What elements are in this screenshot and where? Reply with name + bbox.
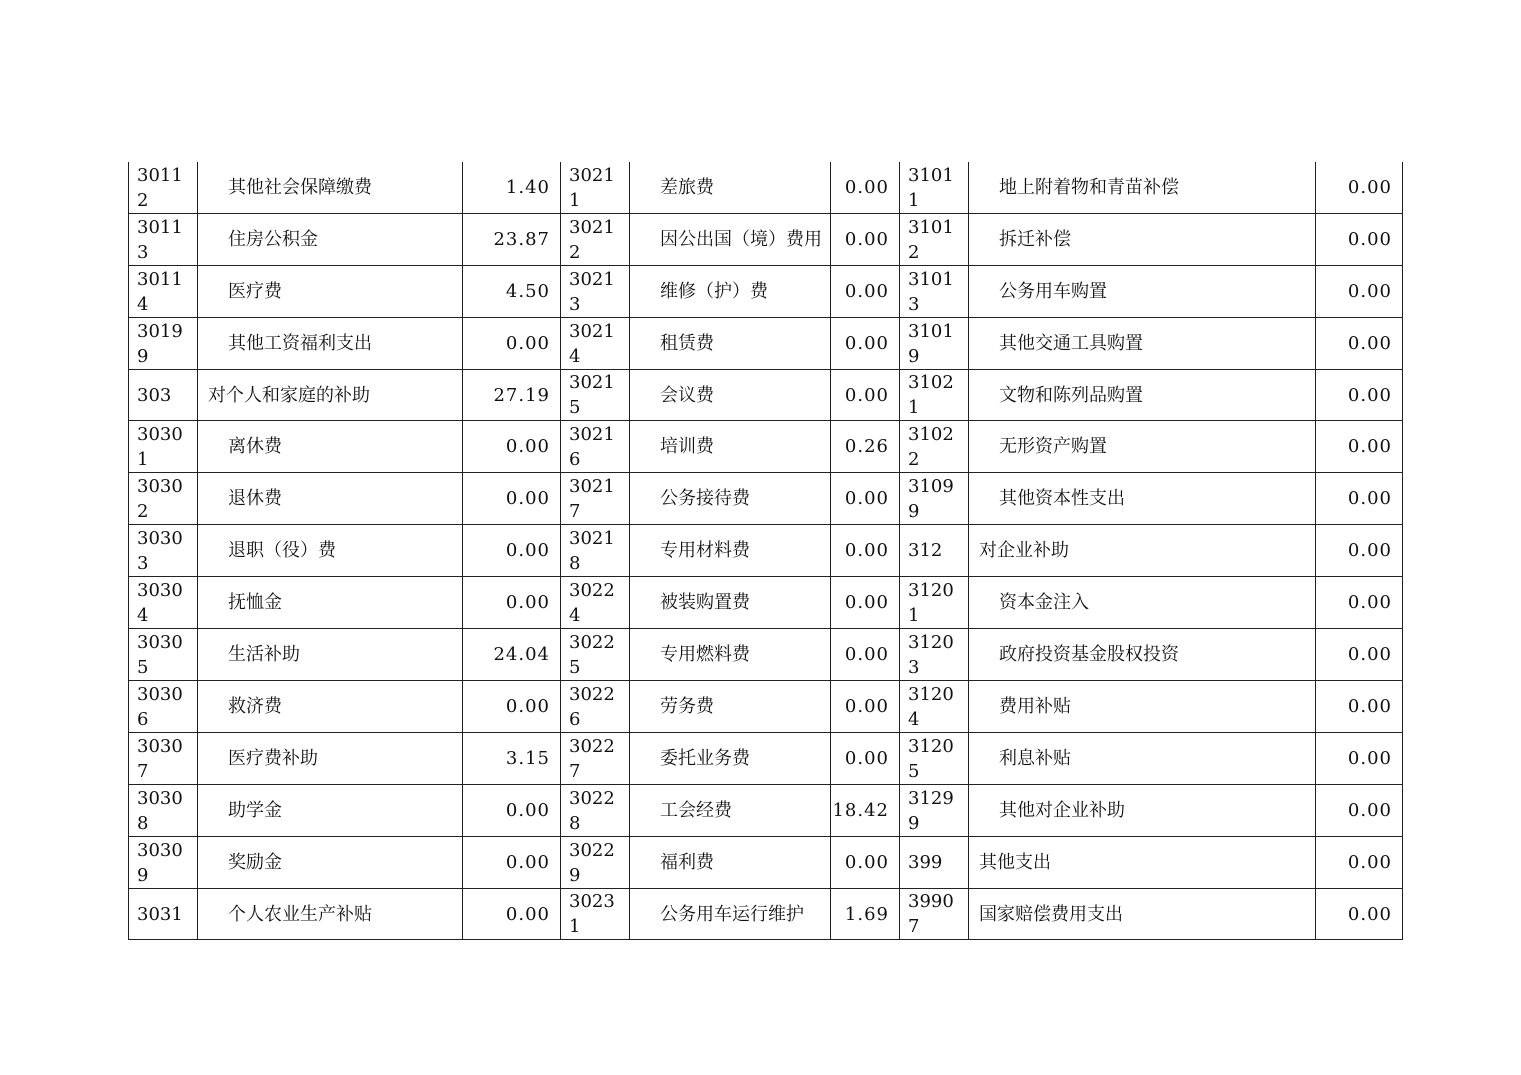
table-row — [129, 421, 1403, 473]
amount-cell: 0.00 — [1316, 214, 1403, 266]
item-name-cell: 个人农业生产补贴 — [198, 889, 463, 940]
item-name-cell: 医疗费补助 — [198, 733, 463, 785]
code-cell: 312 — [900, 525, 969, 577]
table-row — [129, 889, 1403, 940]
code-cell: 30306 — [129, 681, 198, 733]
code-cell: 30303 — [129, 525, 198, 577]
amount-cell: 0.00 — [1316, 785, 1403, 837]
table-row — [129, 525, 1403, 577]
amount-cell: 0.00 — [831, 525, 900, 577]
item-name-cell: 因公出国（境）费用 — [630, 214, 831, 266]
code-cell: 30302 — [129, 473, 198, 525]
item-name-cell: 其他工资福利支出 — [198, 318, 463, 370]
code-cell: 31099 — [900, 473, 969, 525]
item-name-cell: 助学金 — [198, 785, 463, 837]
table-row — [129, 629, 1403, 681]
amount-cell: 0.00 — [463, 681, 561, 733]
amount-cell: 0.00 — [1316, 318, 1403, 370]
amount-cell: 27.19 — [463, 370, 561, 421]
code-cell: 30113 — [129, 214, 198, 266]
amount-cell: 4.50 — [463, 266, 561, 318]
code-cell: 31022 — [900, 421, 969, 473]
code-cell: 30226 — [561, 681, 630, 733]
item-name-cell: 无形资产购置 — [969, 421, 1316, 473]
item-name-cell: 退职（役）费 — [198, 525, 463, 577]
table-row — [129, 577, 1403, 629]
code-cell: 30199 — [129, 318, 198, 370]
amount-cell: 0.00 — [1316, 629, 1403, 681]
amount-cell: 0.00 — [831, 214, 900, 266]
item-name-cell: 公务用车运行维护 — [630, 889, 831, 940]
amount-cell: 0.00 — [1316, 681, 1403, 733]
code-cell: 30231 — [561, 889, 630, 940]
code-cell: 30216 — [561, 421, 630, 473]
item-name-cell: 地上附着物和青苗补偿 — [969, 162, 1316, 214]
table-row — [129, 266, 1403, 318]
table-row — [129, 318, 1403, 370]
item-name-cell: 奖励金 — [198, 837, 463, 889]
amount-cell: 1.40 — [463, 162, 561, 214]
amount-cell: 0.00 — [1316, 266, 1403, 318]
item-name-cell: 公务用车购置 — [969, 266, 1316, 318]
code-cell: 30218 — [561, 525, 630, 577]
amount-cell: 3.15 — [463, 733, 561, 785]
code-cell: 31201 — [900, 577, 969, 629]
amount-cell: 24.04 — [463, 629, 561, 681]
amount-cell: 0.00 — [831, 733, 900, 785]
amount-cell: 0.00 — [463, 577, 561, 629]
item-name-cell: 被装购置费 — [630, 577, 831, 629]
amount-cell: 0.00 — [831, 318, 900, 370]
item-name-cell: 生活补助 — [198, 629, 463, 681]
amount-cell: 23.87 — [463, 214, 561, 266]
code-cell: 31011 — [900, 162, 969, 214]
code-cell: 30214 — [561, 318, 630, 370]
item-name-cell: 租赁费 — [630, 318, 831, 370]
item-name-cell: 利息补贴 — [969, 733, 1316, 785]
item-name-cell: 其他对企业补助 — [969, 785, 1316, 837]
table-row — [129, 785, 1403, 837]
amount-cell: 0.00 — [831, 162, 900, 214]
code-cell: 30304 — [129, 577, 198, 629]
item-name-cell: 其他资本性支出 — [969, 473, 1316, 525]
code-cell: 30217 — [561, 473, 630, 525]
item-name-cell: 差旅费 — [630, 162, 831, 214]
amount-cell: 0.00 — [831, 681, 900, 733]
code-cell: 31299 — [900, 785, 969, 837]
item-name-cell: 抚恤金 — [198, 577, 463, 629]
amount-cell: 0.00 — [1316, 421, 1403, 473]
item-name-cell: 委托业务费 — [630, 733, 831, 785]
item-name-cell: 退休费 — [198, 473, 463, 525]
amount-cell: 0.00 — [463, 525, 561, 577]
amount-cell: 0.00 — [463, 473, 561, 525]
code-cell: 30211 — [561, 162, 630, 214]
item-name-cell: 其他社会保障缴费 — [198, 162, 463, 214]
amount-cell: 0.00 — [1316, 577, 1403, 629]
code-cell: 30308 — [129, 785, 198, 837]
code-cell: 31204 — [900, 681, 969, 733]
amount-cell: 0.00 — [1316, 733, 1403, 785]
code-cell: 30228 — [561, 785, 630, 837]
table-row — [129, 214, 1403, 266]
code-cell: 30213 — [561, 266, 630, 318]
amount-cell: 1.69 — [831, 889, 900, 940]
table-row — [129, 681, 1403, 733]
item-name-cell: 福利费 — [630, 837, 831, 889]
item-name-cell: 文物和陈列品购置 — [969, 370, 1316, 421]
item-name-cell: 政府投资基金股权投资 — [969, 629, 1316, 681]
item-name-cell: 国家赔偿费用支出 — [969, 889, 1316, 940]
amount-cell: 0.00 — [1316, 370, 1403, 421]
item-name-cell: 其他交通工具购置 — [969, 318, 1316, 370]
amount-cell: 0.00 — [1316, 162, 1403, 214]
item-name-cell: 医疗费 — [198, 266, 463, 318]
code-cell: 31012 — [900, 214, 969, 266]
item-name-cell: 培训费 — [630, 421, 831, 473]
item-name-cell: 离休费 — [198, 421, 463, 473]
item-name-cell: 工会经费 — [630, 785, 831, 837]
code-cell: 30212 — [561, 214, 630, 266]
amount-cell: 0.00 — [1316, 889, 1403, 940]
code-cell: 3031 — [129, 889, 198, 940]
item-name-cell: 对企业补助 — [969, 525, 1316, 577]
code-cell: 30114 — [129, 266, 198, 318]
item-name-cell: 专用燃料费 — [630, 629, 831, 681]
item-name-cell: 会议费 — [630, 370, 831, 421]
amount-cell: 0.00 — [831, 473, 900, 525]
amount-cell: 0.00 — [1316, 837, 1403, 889]
table-row — [129, 733, 1403, 785]
amount-cell: 0.00 — [831, 837, 900, 889]
item-name-cell: 对个人和家庭的补助 — [198, 370, 463, 421]
amount-cell: 0.00 — [1316, 525, 1403, 577]
code-cell: 31205 — [900, 733, 969, 785]
amount-cell: 0.00 — [831, 370, 900, 421]
code-cell: 30305 — [129, 629, 198, 681]
item-name-cell: 公务接待费 — [630, 473, 831, 525]
code-cell: 399 — [900, 837, 969, 889]
item-name-cell: 救济费 — [198, 681, 463, 733]
item-name-cell: 拆迁补偿 — [969, 214, 1316, 266]
amount-cell: 0.00 — [463, 421, 561, 473]
amount-cell: 0.00 — [463, 785, 561, 837]
table-row — [129, 837, 1403, 889]
amount-cell: 0.00 — [463, 889, 561, 940]
code-cell: 30224 — [561, 577, 630, 629]
amount-cell: 0.00 — [463, 837, 561, 889]
code-cell: 30227 — [561, 733, 630, 785]
code-cell: 30215 — [561, 370, 630, 421]
code-cell: 30229 — [561, 837, 630, 889]
item-name-cell: 专用材料费 — [630, 525, 831, 577]
table-row — [129, 162, 1403, 214]
amount-cell: 0.00 — [1316, 473, 1403, 525]
amount-cell: 0.00 — [831, 629, 900, 681]
code-cell: 30301 — [129, 421, 198, 473]
table-row — [129, 370, 1403, 421]
code-cell: 30309 — [129, 837, 198, 889]
amount-cell: 0.26 — [831, 421, 900, 473]
item-name-cell: 住房公积金 — [198, 214, 463, 266]
amount-cell: 0.00 — [831, 577, 900, 629]
code-cell: 39907 — [900, 889, 969, 940]
item-name-cell: 维修（护）费 — [630, 266, 831, 318]
code-cell: 30307 — [129, 733, 198, 785]
item-name-cell: 资本金注入 — [969, 577, 1316, 629]
code-cell: 30225 — [561, 629, 630, 681]
code-cell: 30112 — [129, 162, 198, 214]
budget-table — [128, 162, 1403, 940]
amount-cell: 0.00 — [831, 266, 900, 318]
code-cell: 31203 — [900, 629, 969, 681]
item-name-cell: 费用补贴 — [969, 681, 1316, 733]
item-name-cell: 劳务费 — [630, 681, 831, 733]
table-row — [129, 473, 1403, 525]
code-cell: 31021 — [900, 370, 969, 421]
code-cell: 31019 — [900, 318, 969, 370]
code-cell: 31013 — [900, 266, 969, 318]
amount-cell: 18.42 — [831, 785, 900, 837]
amount-cell: 0.00 — [463, 318, 561, 370]
item-name-cell: 其他支出 — [969, 837, 1316, 889]
code-cell: 303 — [129, 370, 198, 421]
